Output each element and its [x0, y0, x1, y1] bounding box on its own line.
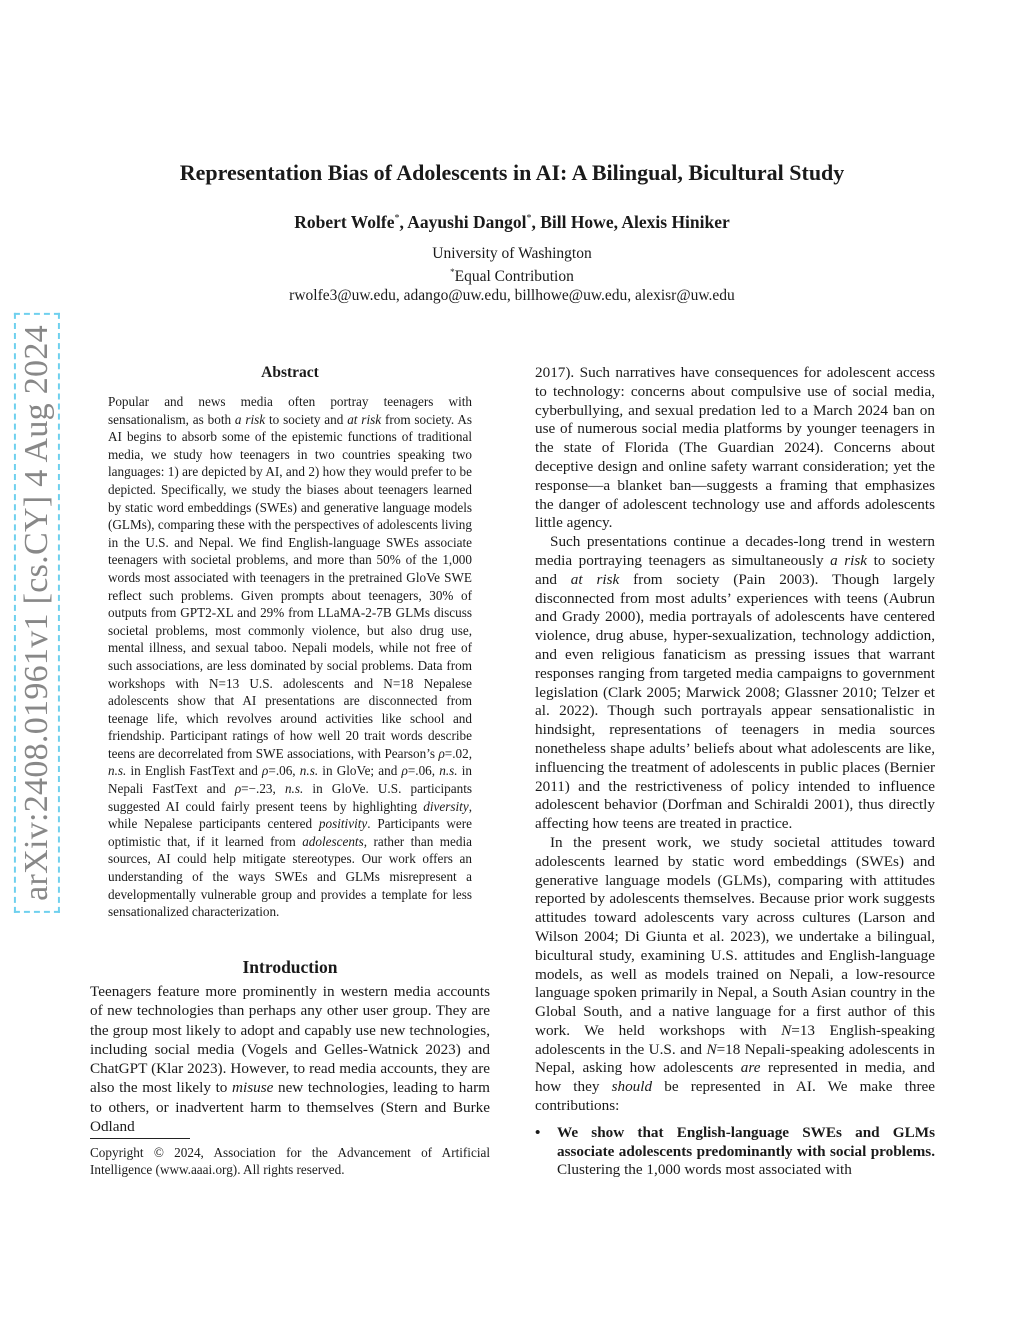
abstract-body	[108, 393, 472, 921]
paragraph-text: represented in media, and how they	[535, 1059, 936, 1096]
emphasis: a risk	[830, 551, 868, 569]
equal-contribution-mark: *	[526, 213, 532, 225]
abstract-text: =−.23,	[241, 781, 285, 797]
author-emails: rwolfe3@uw.edu, adango@uw.edu, billhowe@uw.edu, alexisr@uw.edu	[289, 287, 735, 305]
abstract-text: Popular and news media often portray teenagers with sensationalism, as both	[108, 394, 472, 427]
abstract-text: =.06,	[407, 763, 440, 779]
arxiv-stamp-text: arXiv:2408.01961v1 [cs.CY] 4 Aug 2024	[14, 313, 60, 913]
equal-contribution-mark: *	[394, 213, 400, 225]
right-column	[535, 364, 935, 1180]
emphasis: ρ	[262, 763, 269, 779]
bullet-icon: •	[535, 1123, 541, 1141]
author-separator: ,	[399, 212, 408, 232]
equal-contribution-mark: *	[450, 267, 455, 277]
paragraph-text: =18 Nepali-speaking adolescents in Nepal, asking how adolescents	[535, 1040, 935, 1077]
emphasis: at risk	[570, 570, 620, 588]
emphasis: misuse	[232, 1079, 274, 1097]
abstract-heading: Abstract	[261, 364, 319, 381]
bullet-text	[557, 1124, 935, 1180]
author-name: Aayushi Dangol	[407, 212, 527, 232]
abstract-text: in English FastText and	[126, 763, 263, 779]
abstract-text: . Participants were optimistic that, if it learned from	[108, 816, 472, 849]
arxiv-stamp	[14, 320, 60, 905]
copyright-footnote: Copyright © 2024, Association for the Advancement of Artificial Intelligence (www.aaai.org). All rights reserved.	[90, 1145, 490, 1177]
emphasis: are	[740, 1059, 761, 1077]
university: University of Washington	[432, 245, 592, 262]
emphasis: N	[706, 1040, 717, 1058]
abstract-text: in Nepali FastText and	[108, 763, 473, 797]
abstract-text: from society. As AI begins to absorb some of the epistemic functions of traditional media, we study how teenagers in two countries speaking two languages: 1) are depicted by AI, and 2) how they would prefer to be depicted. Specifically, we study the biases about teenagers learned by static word embeddings (SWEs) and generative language models (GLMs), comparing these with the perspectives of adolescents living in the U.S. and Nepal. We find English-language SWEs associate teenagers with societal problems, and more than 50% of the 1,000 words most associated with teenagers in the pretrained GloVe SWE reflect such problems. Given prompts about teenagers, 30% of outputs from GPT2-XL and 29% from LLaMA-2-7B GLMs discuss societal problems, most commonly violence, but also drug use, mental illness, and sexual taboo. Nepali models, while not free of such associations, are less dominated by social problems. Data from workshops with N=13 U.S. adolescents and N=18 Nepalese adolescents show that AI presentations are disconnected from teenage life, which revolves around activities like school and friendship. Participant ratings of how well 20 trait words describe teens are decorrelated from SWE associations, with Pearson’s	[108, 411, 472, 761]
abstract-text: =.06,	[268, 763, 300, 779]
paragraph-text: to society and	[535, 551, 935, 588]
emphasis: diversity	[423, 798, 469, 814]
emphasis: ρ	[438, 745, 445, 761]
emphasis: n.s.	[299, 763, 319, 779]
affiliation-block	[0, 244, 1024, 305]
equal-contribution-note	[0, 263, 1024, 286]
introduction-body	[90, 982, 490, 1136]
abstract-text: to society and	[265, 411, 348, 427]
abstract-text: =.02,	[444, 745, 472, 761]
paragraph-text: Such presentations continue a decades-long trend in western media portraying teenagers as simultaneously	[535, 533, 935, 569]
equal-contribution-label: Equal Contribution	[454, 268, 574, 286]
paper-title: Representation Bias of Adolescents in AI: A Bilingual, Bicultural Study	[179, 160, 845, 185]
emphasis: N	[781, 1021, 792, 1039]
introduction-heading: Introduction	[242, 957, 338, 977]
footnote-rule	[90, 1138, 190, 1139]
emphasis: ρ	[401, 763, 408, 779]
author-names-rest: , Bill Howe, Alexis Hiniker	[531, 212, 730, 232]
emphasis: at risk	[347, 411, 382, 427]
bullet-bold-text: We show that English-language SWEs and GLMs associate adolescents predominantly with social problems.	[557, 1123, 935, 1160]
paragraph-text: =13 English-speaking adolescents in the U.S. and	[535, 1021, 935, 1058]
paragraph-text: In the present work, we study societal attitudes toward adolescents learned by static word embeddings (SWEs) and generative language models (GLMs), comparing with attitudes reported by adolescents themselves. Because prior work suggests attitudes toward adolescents vary across cultures (Larson and Wilson 2004; Di Giunta et al. 2023), we undertake a bilingual, bicultural study, examining U.S. attitudes and English-language models, as well as models trained on Nepali, a low-resource language spoken primarily in Nepal, a South Asian country in the Global South, and a native language for a first author of this work. We held workshops with	[535, 833, 935, 1039]
emphasis: n.s.	[284, 781, 304, 797]
emphasis: adolescents	[302, 833, 364, 849]
abstract-text: , while Nepalese participants centered	[108, 798, 472, 832]
abstract-text: in GloVe. U.S. participants suggested AI could fairly present teens by highlighting	[108, 781, 473, 814]
abstract-text: in GloVe; and	[318, 763, 402, 779]
emphasis: n.s.	[439, 763, 458, 779]
emphasis: a risk	[234, 411, 266, 427]
emphasis: should	[611, 1078, 653, 1096]
intro-text: Teenagers feature more prominently in western media accounts of new technologies than perhaps any other user group. They are the group most likely to adopt and capably use new technologies, including social media (Vogels and Gelles-Watnick 2023) and ChatGPT (Klar 2023). However, to read media accounts, they are also the most likely to	[90, 983, 490, 1097]
abstract-text: , rather than media sources, AI could help mitigate stereotypes. Our work offers an understanding of the ways SWEs and GLMs misrepresent a developmentally vulnerable group and provides a template for less sensationalized characterization.	[108, 833, 472, 920]
paragraph-text: from society (Pain 2003). Though largely disconnected from most adults’ experiences with teens (Aubrun and Grady 2000), media portrayals of adolescents have centered violence, drug abuse, hyper-sexualization, technology addiction, and even religious fanaticism as pressing issues that warrant responses ranging from targeted media campaigns to government legislation (Clark 2005; Marwick 2008; Glassner 2010; Telzer et al. 2022). Though such portrayals appear sensationalistic in hindsight, representations of teenagers in media sources nonetheless shape adults’ beliefs about what adolescents are like, influencing the treatment of adolescents in public places (Bernier 2011) and the restrictiveness of policy intended to influence adolescent behavior (Dorfman and Schiraldi 2001), thus directly affecting how teens are treated in practice.	[535, 570, 935, 833]
paragraph: 2017). Such narratives have consequences for adolescent access to technology: concerns about compulsive use of social media, cyberbullying, and sexual predation led to a March 2024 ban on use of numerous social media platforms by younger teenagers in the state of Florida (The Guardian 2024). Concerns about deceptive design and online safety warrant consideration; yet the response—a blanket ban—suggests a framing that emphasizes the danger of adolescent technology use and affords adolescents little agency.	[535, 364, 935, 532]
emphasis: n.s.	[108, 763, 127, 779]
emphasis: positivity	[318, 816, 368, 832]
emphasis: ρ	[234, 781, 242, 797]
intro-text: new technologies, leading to harm to others, or inadvertent harm to themselves (Stern and Burke Odland	[90, 1079, 490, 1136]
author-name: Robert Wolfe	[294, 212, 395, 232]
bullet-body-text: Clustering the 1,000 words most associated with	[557, 1161, 852, 1179]
paragraph-text: be represented in AI. We make three contributions:	[535, 1078, 935, 1115]
contribution-bullet	[535, 1124, 935, 1180]
paragraph	[535, 533, 935, 834]
author-list	[0, 212, 1024, 233]
paragraph	[535, 834, 935, 1116]
